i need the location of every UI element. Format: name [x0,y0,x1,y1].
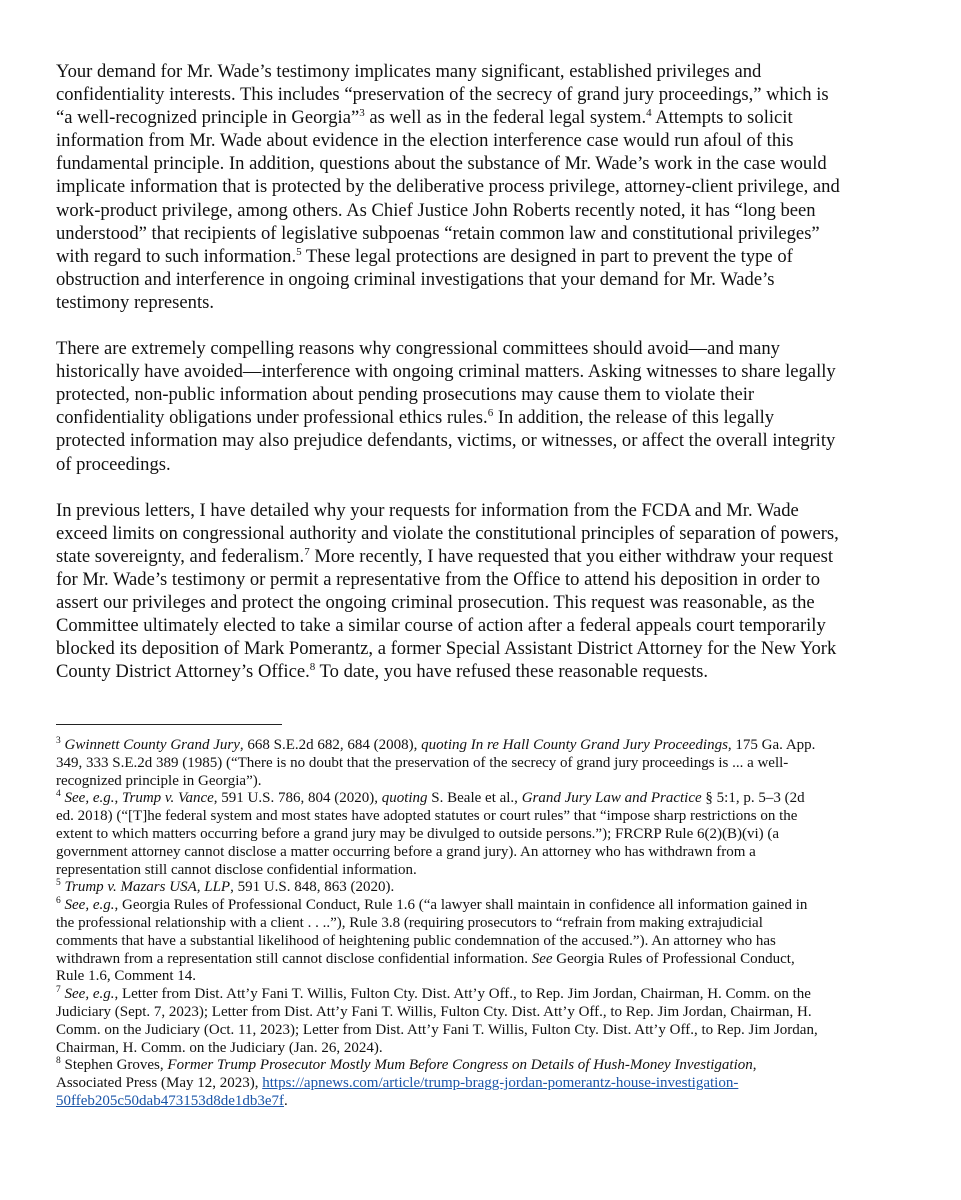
footnote-marker: 4 [56,789,61,800]
letter-body [56,60,924,706]
italic-citation: See, e.g. [64,986,115,1003]
text-run: County District Attorney’s Office. [56,661,310,683]
text-run: historically have avoided—interference with ongoing criminal matters. Asking witnesses to share legally [56,361,836,383]
footnote-line [56,773,926,791]
text-run: There are extremely compelling reasons why congressional committees should avoid—and many [56,338,780,360]
italic-citation: Former Trump Prosecutor Mostly Mum Before Congress on Details of Hush-Money Investigation [167,1057,753,1074]
paragraph-line [56,522,924,545]
footnote-line [56,755,926,773]
footnote [56,1057,926,1110]
italic-citation: See, e.g. [64,897,115,914]
text-run: 349, 333 S.E.2d 389 (1985) (“There is no doubt that the preservation of the secrecy of grand jury proceedings is ... a well- [56,754,789,771]
text-run: Associated Press (May 12, 2023), [56,1075,263,1092]
text-run: information from Mr. Wade about evidence in the election interference case would run afoul of this [56,130,794,152]
text-run: Chairman, H. Comm. on the Judiciary (Jan. 26, 2024). [56,1039,383,1056]
text-run: Your demand for Mr. Wade’s testimony implicates many significant, established privileges and [56,61,762,82]
text-run: assert our privileges and protect the ongoing criminal prosecution. This request was reasonable, as the [56,591,815,613]
text-run: protected, non-public information about pending prosecutions may cause them to violate their [56,384,755,406]
text-run: fundamental principle. In addition, questions about the substance of Mr. Wade’s work in the case would [56,153,827,175]
text-run: “a well-recognized principle in Georgia” [56,107,360,129]
text-run: Committee ultimately elected to take a similar course of action after a federal appeals court temporarily [56,615,826,637]
paragraph-line [56,245,924,268]
text-run: extent to which matters occurring before a grand jury may be divulged to outside persons.”); FRCRP Rule 6(2)(B)(vi) (a [56,825,780,842]
paragraph-line [56,337,924,360]
italic-citation: Gwinnett County Grand Jury [64,737,240,753]
footnote-line [56,844,926,862]
paragraph-line [56,545,924,568]
footnote-line [56,986,926,1004]
paragraph-line [56,268,924,291]
body-paragraph [56,60,924,314]
footnote-line [56,915,926,933]
body-paragraph [56,499,924,684]
footnote-marker: 5 [56,878,61,889]
text-run: implicate information that is protected by the deliberative process privilege, attorney-client privilege, and [56,176,840,198]
text-run: Georgia Rules of Professional Conduct, [552,950,795,967]
footnote-line [56,879,926,897]
paragraph-line [56,129,924,152]
footnote-marker: 4 [646,107,652,119]
paragraph-line [56,637,924,660]
text-run: protected information may also prejudice defendants, victims, or witnesses, or affect the overall integrity [56,430,836,452]
paragraph-line [56,175,924,198]
footnote-line [56,897,926,915]
footnote-line [56,1040,926,1058]
text-run: confidentiality obligations under professional ethics rules. [56,407,488,429]
text-run: ed. 2018) (“[T]he federal system and most states have adopted statutes or court rules” that “impose sharp restrictions on the [56,808,798,825]
text-run: Stephen Groves, [60,1057,168,1074]
footnote-line [56,951,926,969]
text-run: . [284,1092,288,1109]
paragraph-line [56,614,924,637]
italic-citation: Grand Jury Law and Practice [521,790,702,807]
text-run: exceed limits on congressional authority and violate the constitutional principles of separation of powers, [56,522,839,544]
text-run: In addition, the release of this legally [493,407,775,429]
footnote-line [56,1057,926,1075]
text-run: as well as in the federal legal system. [364,107,647,129]
text-run: , 591 U.S. 848, 863 (2020). [230,879,395,896]
italic-citation: Trump v. Mazars USA, LLP [64,879,231,896]
footnote-marker: 3 [56,736,61,746]
text-run: In previous letters, I have detailed why your requests for information from the FCDA and Mr. Wade [56,499,799,521]
footnote-marker: 6 [487,407,494,420]
text-run: , 591 U.S. 786, 804 (2020), [213,790,382,807]
paragraph-line [56,199,924,222]
text-run: government attorney cannot disclose a matter occurring before a grand jury). An attorney who has withdrawn from a [56,843,756,860]
footnote-marker: 6 [56,896,61,907]
paragraph-line [56,499,924,522]
text-run: understood” that recipients of legislative subpoenas “retain common law and constitutional privileges” [56,222,820,244]
paragraph-line [56,406,924,429]
text-run: To date, you have refused these reasonable requests. [315,661,709,683]
footnote-marker: 7 [56,985,61,996]
text-run: withdrawn from a representation still cannot disclose confidential information. [56,950,532,967]
text-run: , Georgia Rules of Professional Conduct, Rule 1.6 (“a lawyer shall maintain in confidence all information gained in [114,897,808,914]
text-run: More recently, I have requested that you either withdraw your request [309,545,834,567]
footnote-marker: 8 [56,1056,61,1067]
paragraph-line [56,360,924,383]
paragraph-line [56,453,924,476]
source-link[interactable]: https://apnews.com/article/trump-bragg-jordan-pomerantz-house-investigation- [262,1075,739,1092]
text-run: , [752,1057,757,1074]
text-run: Judiciary (Sept. 7, 2023); Letter from Dist. Att’y Fani T. Willis, Fulton Cty. Dist. Att’y Off., to Rep. Jim Jordan, Chairman, H. [56,1003,812,1020]
footnote-marker: 7 [304,545,310,558]
italic-citation: See, e.g. [64,790,115,807]
footnote-line [56,1004,926,1022]
paragraph-line [56,429,924,452]
footnote-line [56,968,926,986]
footnote [56,897,926,986]
footnote-marker: 8 [309,661,316,674]
footnotes [56,737,926,1111]
italic-citation: See [531,950,553,967]
paragraph-line [56,152,924,175]
footnote-line [56,737,926,755]
italic-citation: quoting In re Hall County Grand Jury Proceedings [421,737,728,753]
text-run: with regard to such information. [56,245,297,267]
footnote-line [56,790,926,808]
text-run: , Letter from Dist. Att’y Fani T. Willis, Fulton Cty. Dist. Att’y Off., to Rep. Jim Jordan, Chairman, H. Comm. on the [114,986,811,1003]
paragraph-line [56,568,924,591]
footnote-line [56,862,926,880]
paragraph-line [56,60,924,83]
text-run: These legal protections are designed in part to prevent the type of [301,245,793,267]
text-run: Comm. on the Judiciary (Oct. 11, 2023); Letter from Dist. Att’y Fani T. Willis, Fulton Cty. Dist. Att’y Off., to Rep. Jim Jordan, [56,1021,818,1038]
footnote [56,879,926,897]
text-run: Attempts to solicit [651,107,793,129]
text-run: Rule 1.6, Comment 14. [56,968,196,985]
footnote-line [56,1075,926,1093]
paragraph-line [56,83,924,106]
text-run: representation still cannot disclose confidential information. [56,861,417,878]
body-paragraph [56,337,924,476]
footnote-line [56,1093,926,1111]
source-link[interactable]: 50ffeb205c50dab473153d8de1db3e7f [56,1092,285,1109]
italic-citation: quoting [381,790,428,807]
paragraph-line [56,660,924,683]
text-run: recognized principle in Georgia”). [56,772,262,789]
text-run: work-product privilege, among others. As Chief Justice John Roberts recently noted, it has “long been [56,199,816,221]
text-run: , [114,790,122,807]
text-run: for Mr. Wade’s testimony or permit a representative from the Office to attend his deposition in order to [56,568,821,590]
text-run: comments that have a substantial likelihood of heightening public condemnation of the accused.”). An attorney who has [56,932,776,949]
paragraph-line [56,106,924,129]
text-run: state sovereignty, and federalism. [56,545,305,567]
paragraph-line [56,591,924,614]
footnote-line [56,1022,926,1040]
footnote-separator [56,724,282,725]
footnote [56,790,926,879]
text-run: confidentiality interests. This includes “preservation of the secrecy of grand jury proceedings,” which is [56,84,829,106]
footnote-line [56,826,926,844]
text-run: testimony represents. [56,291,215,313]
paragraph-line [56,291,924,314]
footnote-line [56,808,926,826]
text-run: S. Beale et al., [427,790,522,807]
text-run: , 175 Ga. App. [727,737,816,753]
text-run: blocked its deposition of Mark Pomerantz, a former Special Assistant District Attorney for the New York [56,638,837,660]
text-run: of proceedings. [56,453,171,475]
paragraph-line [56,222,924,245]
footnote-marker: 3 [359,107,365,119]
footnote-marker: 5 [296,245,302,258]
text-run: § 5:1, p. 5–3 (2d [701,790,805,807]
footnote [56,986,926,1057]
footnote [56,737,926,790]
paragraph-line [56,383,924,406]
text-run: obstruction and interference in ongoing criminal investigations that your demand for Mr. Wade’s [56,268,775,290]
footnote-line [56,933,926,951]
text-run: the professional relationship with a client . . ..”), Rule 3.8 (requiring prosecutors to “refrain from making extrajudicial [56,914,763,931]
text-run: , 668 S.E.2d 682, 684 (2008), [239,737,422,753]
italic-citation: Trump v. Vance [121,790,214,807]
